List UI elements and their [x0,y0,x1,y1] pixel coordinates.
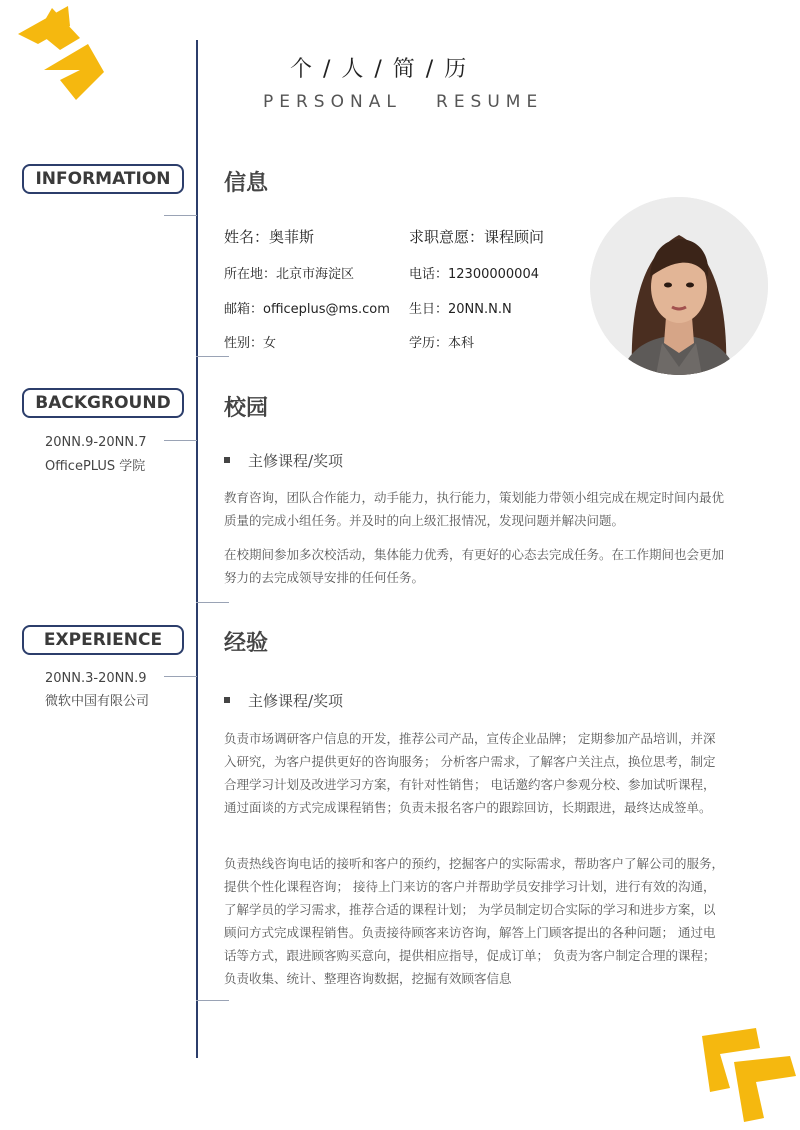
portrait-photo [590,197,768,375]
experience-paragraph-2: 负责热线咨询电话的接听和客户的预约，挖掘客户的实际需求，帮助客户了解公司的服务，提供个性化课程咨询； 接待上门来访的客户并帮助学员安排学习计划，进行有效的沟通，了解学员的学习需求，推荐合适的课程计划； 为学员制定切合实际的学习和进步方案，以顾问方式完成课程销售。负责接待顾客来访咨询，解答上门顾客提出的各种问题； 通过电话等方式，跟进顾客购买意向，提供相应指导，促成订单； 负责为客户制定合理的课程； 负责收集、统计、整理咨询数据，挖掘有效顾客信息 [224,856,725,986]
chevron-decoration-bottom-right [700,1026,800,1130]
email-field: 邮箱：officeplus@ms.com [224,302,390,317]
divider [164,676,197,677]
birthday-field: 生日：20NN.N.N [409,302,512,317]
experience-paragraph-1: 负责市场调研客户信息的开发，推荐公司产品，宣传企业品牌； 定期参加产品培训，并深入研究，为客户提供更好的咨询服务； 分析客户需求，了解客户关注点，换位思考，制定合理学习计划及改进学习方案，有针对性销售； 电话邀约客户参观分校、参加试听课程，通过面谈的方式完成课程销售；负责未报名客户的跟踪回访，长期跟进，最终达成签单。 [224,731,716,815]
gender-field: 性别：女 [224,336,277,351]
background-paragraph-2: 在校期间参加多次校活动，集体能力优秀，有更好的心态去完成任务。在工作期间也会更加努力的去完成领导安排的任何任务。 [224,547,725,585]
resume-title-en: PERSONAL RESUME [263,92,544,112]
experience-label: EXPERIENCE [22,625,184,655]
work-period: 20NN.3-20NN.9 [45,671,147,686]
divider [196,356,229,357]
intention-field: 求职意愿：课程顾问 [409,228,545,246]
bullet-icon [224,697,230,703]
background-label: BACKGROUND [22,388,184,418]
name-field: 姓名：奥菲斯 [224,228,315,246]
experience-title: 经验 [224,631,269,656]
timeline-line [196,40,198,1058]
information-label: INFORMATION [22,164,184,194]
education-field: 学历：本科 [409,336,475,351]
location-field: 所在地：北京市海淀区 [224,267,355,282]
information-title: 信息 [224,171,269,196]
divider [164,440,197,441]
chevron-decoration-top-left [8,4,108,104]
divider [164,215,197,216]
experience-bullet [224,690,343,711]
school-period: 20NN.9-20NN.7 [45,435,147,450]
bullet-icon [224,457,230,463]
background-paragraph-1: 教育咨询，团队合作能力，动手能力，执行能力，策划能力带领小组完成在规定时间内最优质量的完成小组任务。并及时的向上级汇报情况，发现问题并解决问题。 [224,490,725,528]
school-name: OfficePLUS 学院 [45,459,146,474]
background-bullet [224,450,343,471]
company-name: 微软中国有限公司 [45,694,150,709]
phone-field: 电话：12300000004 [409,267,539,282]
background-title: 校园 [224,396,269,421]
resume-title-cn: 个 / 人 / 简 / 历 [290,57,469,82]
divider [196,602,229,603]
bullet-label: 主修课程/奖项 [248,692,344,710]
divider [196,1000,229,1001]
bullet-label: 主修课程/奖项 [248,452,344,470]
